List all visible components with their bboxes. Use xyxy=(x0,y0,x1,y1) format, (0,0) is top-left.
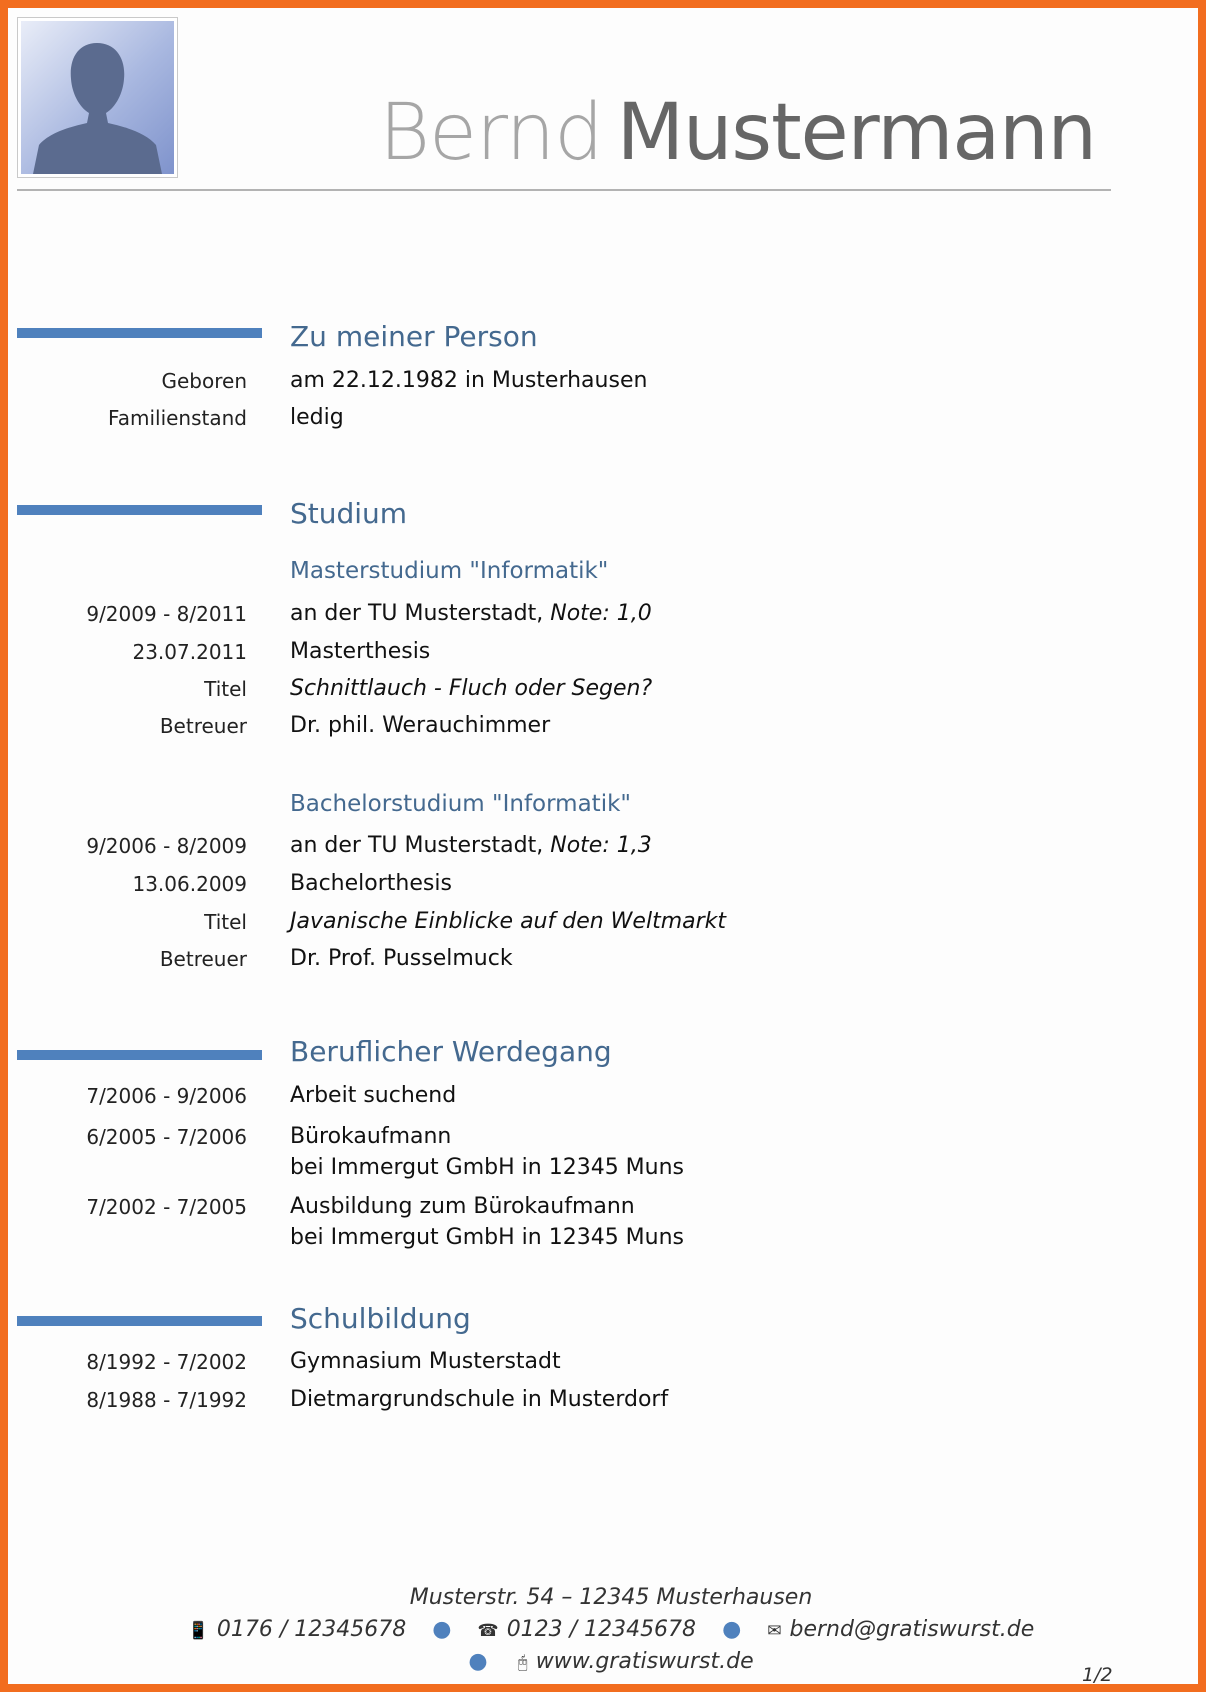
label-marital-status: Familienstand xyxy=(108,406,247,430)
section-bar xyxy=(17,1316,262,1326)
master-thesis-date: 23.07.2011 xyxy=(132,640,247,664)
master-title-label: Titel xyxy=(204,677,247,701)
header-divider xyxy=(17,189,1111,191)
first-name: Bernd xyxy=(378,88,603,178)
separator-dot: ● xyxy=(432,1617,452,1642)
section-bar xyxy=(17,1050,262,1060)
footer-email[interactable]: bernd@gratiswurst.de xyxy=(789,1617,1035,1642)
master-advisor-label: Betreuer xyxy=(159,714,247,738)
applicant-name xyxy=(378,88,1096,178)
footer-phone[interactable]: 0123 / 12345678 xyxy=(506,1617,697,1642)
master-uni-name: an der TU Musterstadt, xyxy=(290,601,544,626)
section-bar xyxy=(17,505,262,515)
master-thesis: Masterthesis xyxy=(290,639,431,664)
section-bar xyxy=(17,328,262,338)
master-period: 9/2009 - 8/2011 xyxy=(86,602,247,626)
bachelor-advisor-label: Betreuer xyxy=(159,947,247,971)
bachelor-title: Bachelorstudium "Informatik" xyxy=(290,791,631,817)
career-entry: Arbeit suchend xyxy=(290,1083,457,1108)
career-employer: bei Immergut GmbH in 12345 Muns xyxy=(290,1155,685,1181)
career-period: 7/2006 - 9/2006 xyxy=(86,1084,247,1108)
master-thesis-title: Schnittlauch - Fluch oder Segen? xyxy=(290,676,653,701)
separator-dot: ● xyxy=(468,1649,488,1674)
bachelor-advisor: Dr. Prof. Pusselmuck xyxy=(290,946,513,971)
bachelor-grade: Note: 1,3 xyxy=(550,833,652,858)
master-uni xyxy=(290,598,652,629)
master-advisor: Dr. phil. Werauchimmer xyxy=(290,713,551,738)
bachelor-uni xyxy=(290,830,652,861)
master-grade: Note: 1,0 xyxy=(550,601,652,626)
bachelor-thesis-title: Javanische Einblicke auf den Weltmarkt xyxy=(290,909,727,934)
mobile-phone-icon: 📱 xyxy=(187,1621,209,1641)
career-period: 7/2002 - 7/2005 xyxy=(86,1195,247,1219)
bachelor-period: 9/2006 - 8/2009 xyxy=(86,834,247,858)
footer-website[interactable]: www.gratiswurst.de xyxy=(535,1649,754,1674)
section-title-career: Beruflicher Werdegang xyxy=(290,1035,612,1068)
profile-photo xyxy=(17,17,178,178)
section-title-person: Zu meiner Person xyxy=(290,320,538,353)
section-title-studium: Studium xyxy=(290,497,408,530)
value-birth: am 22.12.1982 in Musterhausen xyxy=(290,368,648,393)
separator-dot: ● xyxy=(722,1617,742,1642)
bachelor-title-label: Titel xyxy=(204,910,247,934)
value-marital-status: ledig xyxy=(290,405,344,430)
footer-contacts xyxy=(8,1619,1206,1641)
mouse-pointer-icon: 🖰 xyxy=(517,1653,528,1673)
school-entry: Gymnasium Musterstadt xyxy=(290,1349,561,1374)
footer-address: Musterstr. 54 – 12345 Musterhausen xyxy=(409,1585,813,1610)
bachelor-thesis: Bachelorthesis xyxy=(290,871,452,896)
bachelor-thesis-date: 13.06.2009 xyxy=(132,872,247,896)
label-birth: Geboren xyxy=(161,369,247,393)
career-entry xyxy=(290,1121,684,1183)
footer-mobile[interactable]: 0176 / 12345678 xyxy=(216,1617,407,1642)
person-silhouette-icon xyxy=(21,21,174,174)
bachelor-uni-name: an der TU Musterstadt, xyxy=(290,833,544,858)
master-title: Masterstudium "Informatik" xyxy=(290,558,609,584)
school-period: 8/1988 - 7/1992 xyxy=(86,1388,247,1412)
envelope-icon: ✉ xyxy=(767,1621,782,1641)
page-number: 1/2 xyxy=(1082,1664,1113,1686)
career-role: Ausbildung zum Bürokaufmann xyxy=(290,1194,635,1219)
telephone-icon: ☎ xyxy=(477,1621,499,1641)
career-role: Bürokaufmann xyxy=(290,1124,452,1149)
career-employer: bei Immergut GmbH in 12345 Muns xyxy=(290,1225,685,1251)
school-entry: Dietmargrundschule in Musterdorf xyxy=(290,1387,669,1412)
footer-web xyxy=(8,1651,1206,1673)
last-name: Mustermann xyxy=(616,88,1096,178)
school-period: 8/1992 - 7/2002 xyxy=(86,1350,247,1374)
career-period: 6/2005 - 7/2006 xyxy=(86,1125,247,1149)
section-title-school: Schulbildung xyxy=(290,1302,471,1335)
career-entry xyxy=(290,1191,684,1253)
